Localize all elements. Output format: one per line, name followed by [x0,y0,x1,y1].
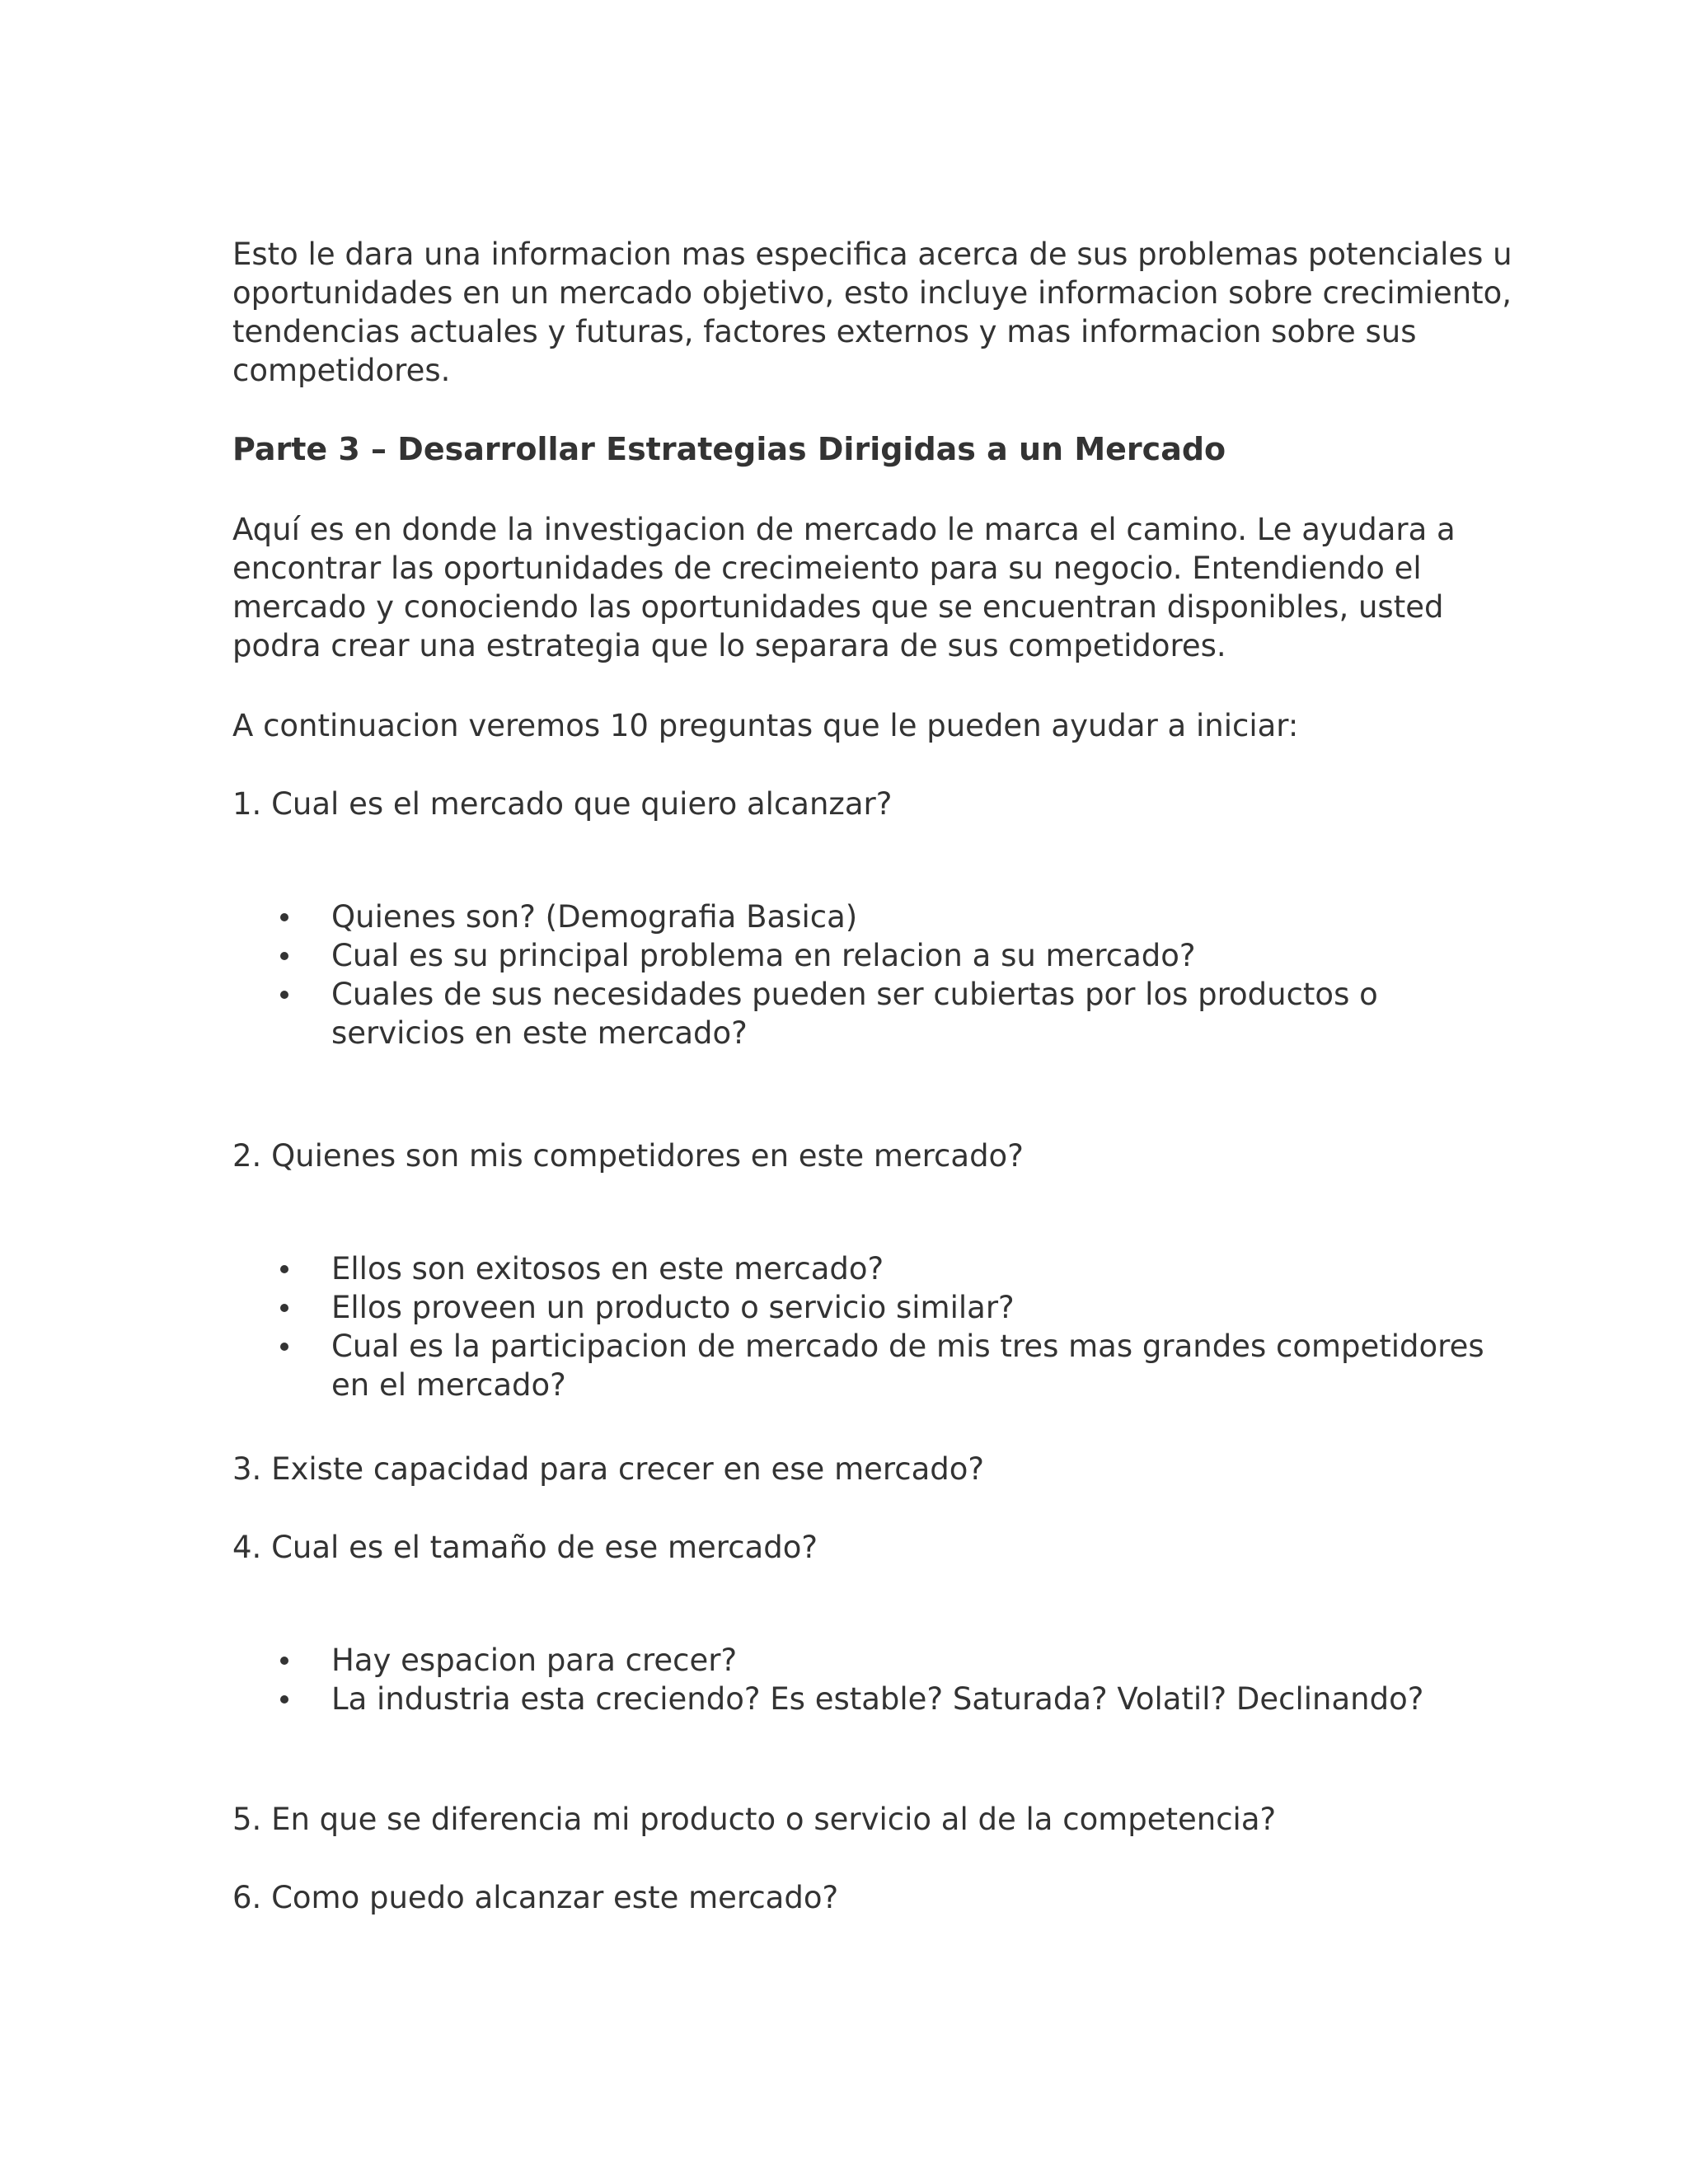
bullet-icon [280,913,288,921]
question-6: 6. Como puedo alcanzar este mercado? [232,1880,839,1915]
strategy-paragraph [232,510,1456,665]
bullet-icon [280,1265,288,1273]
question-4: 4. Cual es el tamaño de ese mercado? [232,1530,818,1565]
list-item: La industria esta creciendo? Es estable? Saturada? Volatil? Declinando? [274,1680,1423,1718]
text-line: podra crear una estrategia que lo separara de sus competidores. [232,628,1226,663]
text-line: Aquí es en donde la investigacion de mercado le marca el camino. Le ayudara a [232,512,1456,547]
text-line: tendencias actuales y futuras, factores externos y mas informacion sobre sus [232,314,1417,349]
question-5: 5. En que se diferencia mi producto o servicio al de la competencia? [232,1802,1277,1837]
question-3: 3. Existe capacidad para crecer en ese mercado? [232,1451,985,1487]
text-line: mercado y conociendo las oportunidades que se encuentran disponibles, usted [232,589,1444,625]
text-line: competidores. [232,353,451,388]
list-item: Hay espacion para crecer? [274,1641,1423,1680]
bullet-icon [280,991,288,999]
question-4-bullets [274,1641,1423,1718]
list-item: Cuales de sus necesidades pueden ser cubiertas por los productos o servicios en este mercado? [274,975,1378,1052]
bullet-icon [280,1657,288,1665]
list-item: Cual es su principal problema en relacion a su mercado? [274,936,1378,975]
text-line: encontrar las oportunidades de crecimeiento para su negocio. Entendiendo el [232,551,1422,586]
questions-lead: A continuacion veremos 10 preguntas que le pueden ayudar a iniciar: [232,708,1299,743]
bullet-icon [280,952,288,960]
list-item: Ellos son exitosos en este mercado? [274,1249,1484,1288]
question-1: 1. Cual es el mercado que quiero alcanzar? [232,786,893,822]
intro-paragraph [232,235,1512,390]
bullet-icon [280,1304,288,1312]
list-item: Ellos proveen un producto o servicio similar? [274,1288,1484,1327]
list-item: Quienes son? (Demografia Basica) [274,898,1378,936]
question-2-bullets [274,1249,1484,1404]
list-item: Cual es la participacion de mercado de mis tres mas grandes competidores en el mercado? [274,1327,1484,1404]
question-1-bullets [274,898,1378,1052]
text-line: oportunidades en un mercado objetivo, esto incluye informacion sobre crecimiento, [232,275,1512,311]
bullet-icon [280,1695,288,1704]
section-heading: Parte 3 – Desarrollar Estrategias Dirigidas a un Mercado [232,431,1226,467]
bullet-icon [280,1343,288,1351]
question-2: 2. Quienes son mis competidores en este mercado? [232,1138,1024,1174]
text-line: Esto le dara una informacion mas especifica acerca de sus problemas potenciales u [232,237,1512,272]
